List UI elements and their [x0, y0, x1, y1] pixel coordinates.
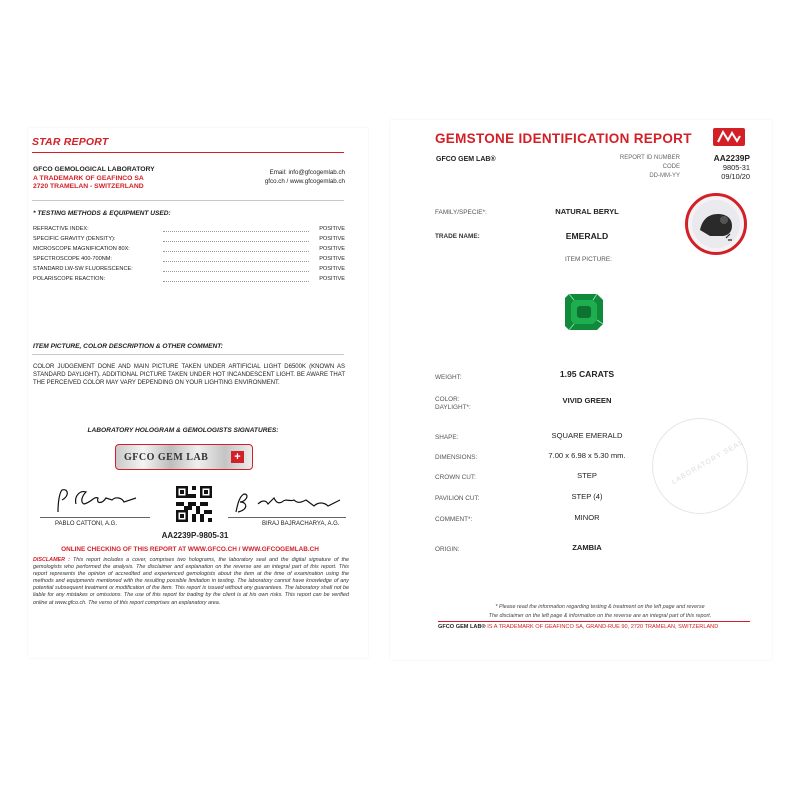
dimensions-label: DIMENSIONS: — [435, 454, 478, 461]
footnote-testing: * Please read the information regarding testing & treatment on the left page and reverse — [495, 604, 705, 610]
signature-line-2 — [228, 517, 346, 518]
shape-label: SHAPE: — [435, 434, 459, 441]
qr-code — [176, 486, 212, 522]
color-comment-text: COLOR JUDGEMENT DONE AND MAIN PICTURE TAKEN UNDER ARTIFICIAL LIGHT D6500K (KNOWN AS STANDARD DAYLIGHT). ADDITIONAL PICTURE TAKEN UNDER HOT INCANDESCENT LIGHT. BE AWARE THAT THE PERCEIVED COLOR MAY VARY DEPENDING ON YOUR LIGHTING ENVIRONMENT. — [33, 364, 345, 386]
hologram-seal-icon — [685, 193, 747, 255]
crown-cut-label: CROWN CUT: — [435, 474, 476, 481]
lab-email: Email: info@gfcogemlab.ch — [269, 169, 345, 176]
hologram-label: GFCO GEM LAB — [124, 452, 209, 463]
family-value: NATURAL BERYL — [555, 207, 619, 216]
report-code: AA2239P-9805-31 — [161, 531, 229, 540]
test-row: MICROSCOPE MAGNIFICATION 80X: POSITIVE — [33, 246, 345, 252]
test-row: SPECIFIC GRAVITY (DENSITY): POSITIVE — [33, 236, 345, 242]
comment-divider — [32, 354, 344, 355]
daylight-label: DAYLIGHT*: — [435, 404, 471, 411]
crown-cut-value: STEP — [577, 471, 597, 480]
gemologist-2-name: BIRAJ BAJRACHARYA, A.G. — [262, 521, 340, 527]
lab-address: 2720 TRAMELAN - SWITZERLAND — [33, 183, 144, 190]
swiss-cross-icon: + — [231, 451, 244, 463]
signature-bajracharya — [228, 488, 348, 518]
signature-line-1 — [40, 517, 150, 518]
footnote-disclaimer: The disclaimer on the left page & information on the reverse are an integral part of this report. — [488, 613, 712, 619]
disclaimer-label: DISCLAMER : — [33, 557, 70, 563]
item-picture-label: ITEM PICTURE: — [565, 256, 612, 263]
online-check-text: ONLINE CHECKING OF THIS REPORT AT WWW.GFCO.CH / WWW.GFCOGEMLAB.CH — [61, 546, 319, 553]
hologram-section-title: LABORATORY HOLOGRAM & GEMOLOGISTS SIGNATURES: — [87, 427, 279, 434]
footer-text: IS A TRADEMARK OF GEAFINCO SA, GRAND-RUE 90, 2720 TRAMELAN, SWITZERLAND — [487, 624, 719, 630]
test-row: STANDARD LW-SW FLUORESCENCE: POSITIVE — [33, 266, 345, 272]
report-id-label: REPORT ID NUMBER — [619, 155, 680, 161]
report-id-value: AA2239P — [713, 153, 750, 163]
emerald-item-picture — [563, 290, 608, 332]
lab-address-block — [33, 166, 155, 192]
date-format-label: DD-MM-YY — [649, 173, 680, 179]
lab-brand: GFCO GEM LAB® — [436, 156, 496, 163]
star-report-title: STAR REPORT — [32, 136, 109, 148]
lab-hologram — [115, 444, 253, 470]
test-row: POLARISCOPE REACTION: POSITIVE — [33, 276, 345, 282]
footer-trademark — [438, 624, 752, 630]
pavilion-cut-value: STEP (4) — [571, 492, 603, 501]
weight-label: WEIGHT: — [435, 374, 462, 381]
test-row: REFRACTIVE INDEX: POSITIVE — [33, 226, 345, 232]
gemologist-1-name: PABLO CATTONI, A.G. — [55, 521, 118, 527]
code-label: CODE — [662, 164, 680, 170]
disclaimer-block — [33, 557, 349, 607]
trade-name-value: EMERALD — [565, 231, 609, 241]
pavilion-cut-label: PAVILION CUT: — [435, 495, 480, 502]
signature-cattoni — [52, 486, 142, 516]
origin-value: ZAMBIA — [572, 543, 602, 552]
date-value: 09/10/20 — [721, 172, 750, 181]
seal-text: LABORATORY SEAL — [670, 439, 746, 486]
weight-value: 1.95 CARATS — [559, 369, 615, 379]
lab-contact-block — [200, 168, 345, 186]
color-value: VIVID GREEN — [562, 396, 612, 405]
shape-value: SQUARE EMERALD — [551, 431, 623, 440]
code-value: 9805-31 — [722, 163, 750, 172]
trade-name-label: TRADE NAME: — [435, 233, 480, 240]
lab-website: gfco.ch / www.gfcogemlab.ch — [264, 178, 345, 185]
origin-label: ORIGIN: — [435, 546, 460, 553]
family-label: FAMILY/SPECIE*: — [435, 209, 487, 216]
report-title: GEMSTONE IDENTIFICATION REPORT — [435, 131, 692, 146]
comment-value: MINOR — [574, 513, 600, 522]
comment-section-title: ITEM PICTURE, COLOR DESCRIPTION & OTHER COMMENT: — [33, 343, 223, 350]
gfco-logo-icon — [713, 128, 745, 146]
comment-label: COMMENT*: — [435, 516, 473, 523]
footer-divider — [438, 621, 750, 622]
disclaimer-text: This report includes a cover, comprises two holograms, the laboratory seal and the digital signature of the gemologists who performed the analysis. The disclaimer and explanation on the reverse are an integral part of this report. This report represents the opinion of accredited and experienced gemologists about the item at the time of examination using the methods and equipments mentioned with the resulting possible limitation in testing. The laboratory cannot have knowledge of any potential subsequent treatment or modification of the item. This report is issued without any guarantees. The laboratory shall not be liable for any mistakes or omissions. The use of this report for trading by the client is at his own risks. This report can be verified online at www.gfco.ch. The verso of this report comprises an explanatory area. — [33, 557, 349, 606]
color-label: COLOR: — [435, 396, 460, 403]
test-row: SPECTROSCOPE 400-700NM: POSITIVE — [33, 256, 345, 262]
header-divider — [32, 200, 344, 201]
laboratory-seal-emboss — [652, 418, 748, 514]
title-divider — [32, 152, 344, 153]
testing-methods-title: * TESTING METHODS & EQUIPMENT USED: — [33, 210, 171, 217]
lab-trademark: A TRADEMARK OF GEAFINCO SA — [33, 174, 144, 182]
footer-brand: GFCO GEM LAB® — [438, 624, 486, 630]
lab-name: GFCO GEMOLOGICAL LABORATORY — [33, 166, 155, 173]
dimensions-value: 7.00 x 6.98 x 5.30 mm. — [548, 451, 626, 460]
